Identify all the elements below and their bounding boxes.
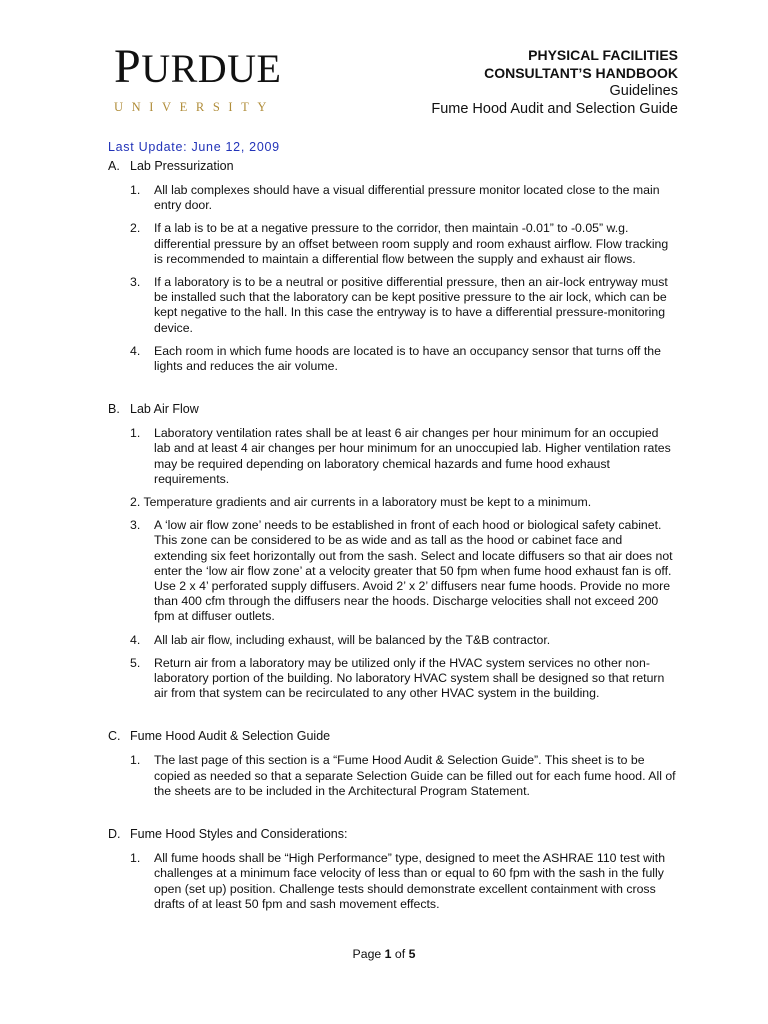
- list-item: 2. If a lab is to be at a negative pressure to the corridor, then maintain -0.01” to -0.05” w.g. differential pressure by an offset between room supply and room exhaust airflow. Flow tracking is recommended to maintain a differential flow between the supply and exhaust air flows.: [130, 221, 669, 266]
- list-item: 3. A ‘low air flow zone’ needs to be established in front of each hood or biological safety cabinet. This zone can be considered to be as wide and as tall as the hood or cabinet face and extending six feet horizontally out from the sash. Select and locate diffusers so that air does not enter the ‘low air flow zone’ at a velocity greater that 50 fpm when fume hood exhaust fan is off. Use 2 x 4’ perforated supply diffusers. Avoid 2’ x 2’ diffusers near fume hoods. Provide no more than 400 cfm through the diffusers near the hoods. Discharge velocities shall not exceed 200 fpm at diffuser outlets.: [130, 518, 673, 624]
- logo-subtitle: UNIVERSITY: [114, 100, 275, 114]
- list-item: 3. If a laboratory is to be a neutral or positive differential pressure, then an air-lock entryway must be installed such that the laboratory can be kept positive pressure to the air lock, which can be kept negative to the hall. In this case the entryway is to have a differential pressure-monitoring device.: [130, 275, 668, 335]
- section-a-title: A. Lab Pressurization: [108, 159, 234, 173]
- document-body: [108, 140, 676, 920]
- header-line-2: CONSULTANT’S HANDBOOK: [484, 65, 678, 81]
- header-line-1: PHYSICAL FACILITIES: [528, 47, 678, 63]
- page-footer: Page 1 of 5: [352, 947, 416, 961]
- page-current: 1: [384, 947, 392, 961]
- list-item: 2. Temperature gradients and air currents in a laboratory must be kept to a minimum.: [130, 495, 592, 510]
- section-d-title: D. Fume Hood Styles and Considerations:: [108, 827, 348, 842]
- header-line-3: Guidelines: [609, 83, 678, 99]
- list-item: 1. The last page of this section is a “Fume Hood Audit & Selection Guide”. This sheet is to be copied as needed so that a separate Selection Guide can be filled out for each fume hood. All of the sheets are to be included in the Architectural Program Statement.: [130, 753, 676, 798]
- page-total: 5: [408, 947, 416, 961]
- list-item: 4. Each room in which fume hoods are located is to have an occupancy sensor that turns off the lights and reduces the air volume.: [130, 343, 661, 374]
- list-item: 1. Laboratory ventilation rates shall be at least 6 air changes per hour minimum for an occupied lab and at least 4 air changes per hour minimum for an unoccupied lab. Higher ventilation rates may be required depending on laboratory chemical hazards and fume hood exhaust requirements.: [130, 426, 671, 486]
- purdue-logo: [114, 40, 314, 115]
- logo-wordmark: PURDUE: [114, 40, 282, 93]
- header-line-4: Fume Hood Audit and Selection Guide: [431, 101, 678, 117]
- section-c-title: C. Fume Hood Audit & Selection Guide: [108, 729, 331, 744]
- list-item: 1. All lab complexes should have a visual differential pressure monitor located close to the main entry door.: [130, 183, 660, 213]
- list-item: 1. All fume hoods shall be “High Performance” type, designed to meet the ASHRAE 110 test with challenges at a minimum face velocity of less than or equal to 60 fpm with the sash in the fully open (set up) position. Challenge tests should demonstrate excellent containment with cross drafts of at least 50 fpm and sash movement effects.: [130, 851, 666, 911]
- last-update: Last Update: June 12, 2009: [108, 140, 280, 154]
- list-item: 5. Return air from a laboratory may be utilized only if the HVAC system services no other non-laboratory portion of the building. No laboratory HVAC system shall be designed so that return air from that system can be recirculated to any other HVAC system in the building.: [130, 655, 665, 701]
- document-header: [431, 46, 678, 118]
- section-b-title: B. Lab Air Flow: [108, 402, 199, 417]
- list-item: 4. All lab air flow, including exhaust, will be balanced by the T&B contractor.: [130, 632, 551, 647]
